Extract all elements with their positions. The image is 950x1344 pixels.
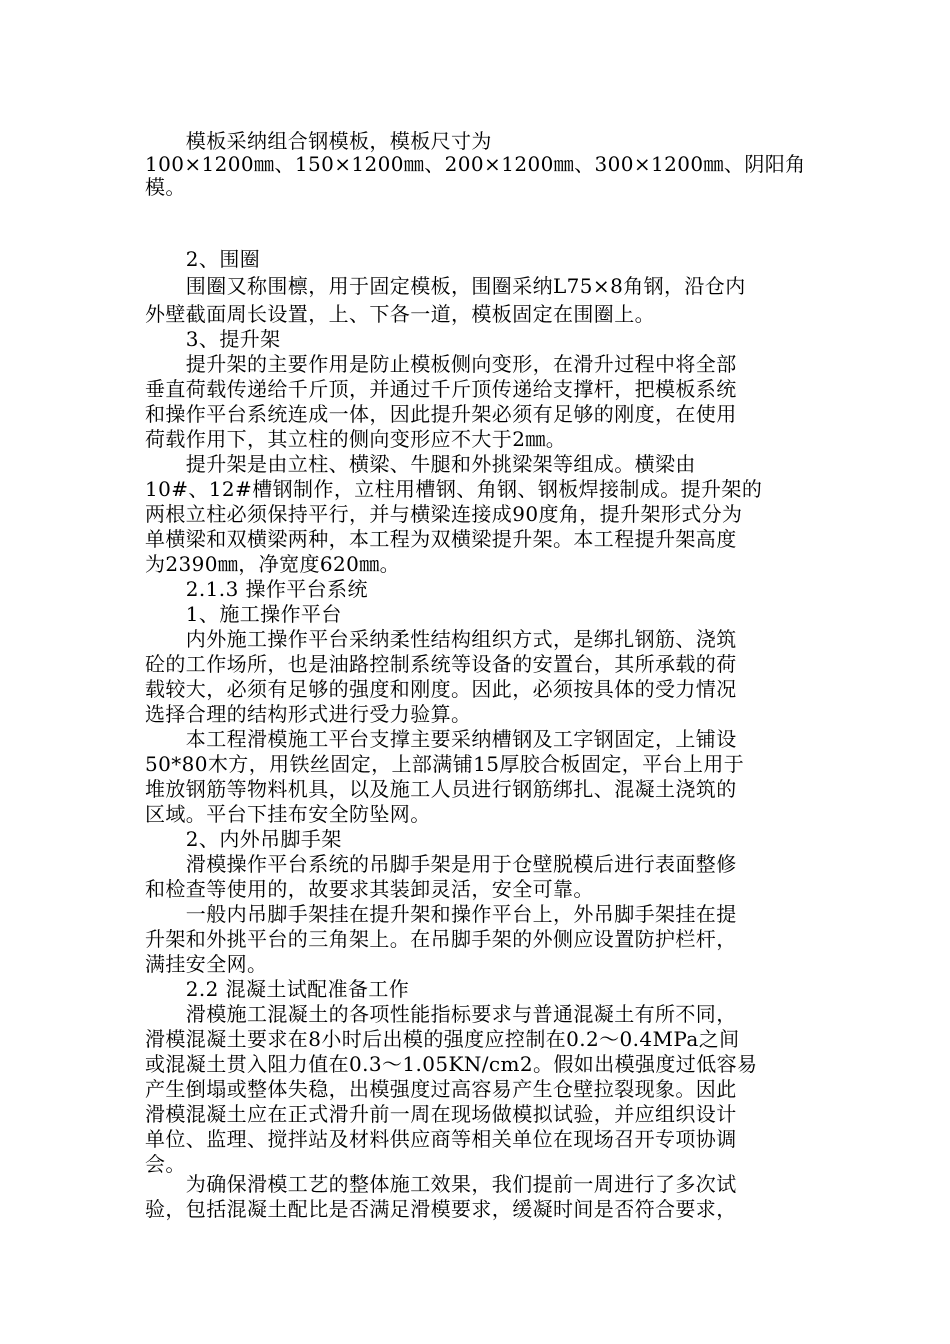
- paragraph-line: 100×1200㎜、150×1200㎜、200×1200㎜、300×1200㎜、阴阳角: [145, 152, 806, 176]
- paragraph-line: 提升架的主要作用是防止模板侧向变形，在滑升过程中将全部: [145, 352, 737, 376]
- section-heading: 2.2 混凝土试配准备工作: [145, 977, 410, 1001]
- paragraph-line: 载较大，必须有足够的强度和刚度。因此，必须按具体的受力情况: [145, 677, 737, 701]
- paragraph-line: 模板采纳组合钢模板，模板尺寸为: [145, 129, 492, 153]
- paragraph-line: 升架和外挑平台的三角架上。在吊脚手架的外侧应设置防护栏杆，: [145, 927, 737, 951]
- paragraph-line: 提升架是由立柱、横梁、牛腿和外挑梁架等组成。横梁由: [145, 452, 696, 476]
- paragraph-line: 围圈又称围檩，用于固定模板，围圈采纳L75×8角钢，沿仓内: [145, 274, 746, 298]
- paragraph-line: 单位、监理、搅拌站及材料供应商等相关单位在现场召开专项协调: [145, 1127, 737, 1151]
- paragraph-line: 滑模操作平台系统的吊脚手架是用于仓壁脱模后进行表面整修: [145, 852, 737, 876]
- section-heading: 2.1.3 操作平台系统: [145, 577, 368, 601]
- paragraph-line: 选择合理的结构形式进行受力验算。: [145, 702, 472, 726]
- paragraph-line: 为确保滑模工艺的整体施工效果，我们提前一周进行了多次试: [145, 1172, 737, 1196]
- paragraph-line: 本工程滑模施工平台支撑主要采纳槽钢及工字钢固定，上铺设: [145, 727, 737, 751]
- section-heading: 2、内外吊脚手架: [145, 827, 342, 851]
- paragraph-line: 单横梁和双横梁两种，本工程为双横梁提升架。本工程提升架高度: [145, 527, 737, 551]
- paragraph-line: 垂直荷载传递给千斤顶，并通过千斤顶传递给支撑杆，把模板系统: [145, 377, 737, 401]
- section-heading: 1、施工操作平台: [145, 602, 342, 626]
- paragraph-line: 满挂安全网。: [145, 952, 268, 976]
- paragraph-line: 为2390㎜，净宽度620㎜。: [145, 552, 401, 576]
- paragraph-line: 一般内吊脚手架挂在提升架和操作平台上，外吊脚手架挂在提: [145, 902, 737, 926]
- paragraph-line: 产生倒塌或整体失稳，出模强度过高容易产生仓壁拉裂现象。因此: [145, 1077, 737, 1101]
- paragraph-line: 和检查等使用的，故要求其装卸灵活，安全可靠。: [145, 877, 594, 901]
- section-heading: 2、围圈: [145, 247, 261, 271]
- paragraph-line: 滑模混凝土应在正式滑升前一周在现场做模拟试验，并应组织设计: [145, 1102, 737, 1126]
- paragraph-line: 模。: [145, 175, 186, 199]
- paragraph-line: 50*80木方，用铁丝固定，上部满铺15厚胶合板固定，平台上用于: [145, 752, 745, 776]
- paragraph-line: 堆放钢筋等物料机具，以及施工人员进行钢筋绑扎、混凝土浇筑的: [145, 777, 737, 801]
- paragraph-line: 和操作平台系统连成一体，因此提升架必须有足够的刚度，在使用: [145, 402, 737, 426]
- paragraph-line: 区域。平台下挂布安全防坠网。: [145, 802, 431, 826]
- paragraph-line: 或混凝土贯入阻力值在0.3～1.05KN/cm2。假如出模强度过低容易: [145, 1052, 758, 1076]
- paragraph-line: 外壁截面周长设置，上、下各一道，模板固定在围圈上。: [145, 302, 655, 326]
- paragraph-line: 滑模混凝土要求在8小时后出模的强度应控制在0.2～0.4MPa之间: [145, 1027, 740, 1051]
- paragraph-line: 荷载作用下，其立柱的侧向变形应不大于2㎜。: [145, 427, 567, 451]
- section-heading: 3、提升架: [145, 327, 281, 351]
- paragraph-line: 验，包括混凝土配比是否满足滑模要求，缓凝时间是否符合要求，: [145, 1197, 737, 1221]
- paragraph-line: 砼的工作场所，也是油路控制系统等设备的安置台，其所承载的荷: [145, 652, 737, 676]
- paragraph-line: 会。: [145, 1152, 186, 1176]
- paragraph-line: 10#、12#槽钢制作，立柱用槽钢、角钢、钢板焊接制成。提升架的: [145, 477, 763, 501]
- paragraph-line: 内外施工操作平台采纳柔性结构组织方式，是绑扎钢筋、浇筑: [145, 627, 737, 651]
- paragraph-line: 两根立柱必须保持平行，并与横梁连接成90度角，提升架形式分为: [145, 502, 743, 526]
- paragraph-line: 滑模施工混凝土的各项性能指标要求与普通混凝土有所不同，: [145, 1002, 737, 1026]
